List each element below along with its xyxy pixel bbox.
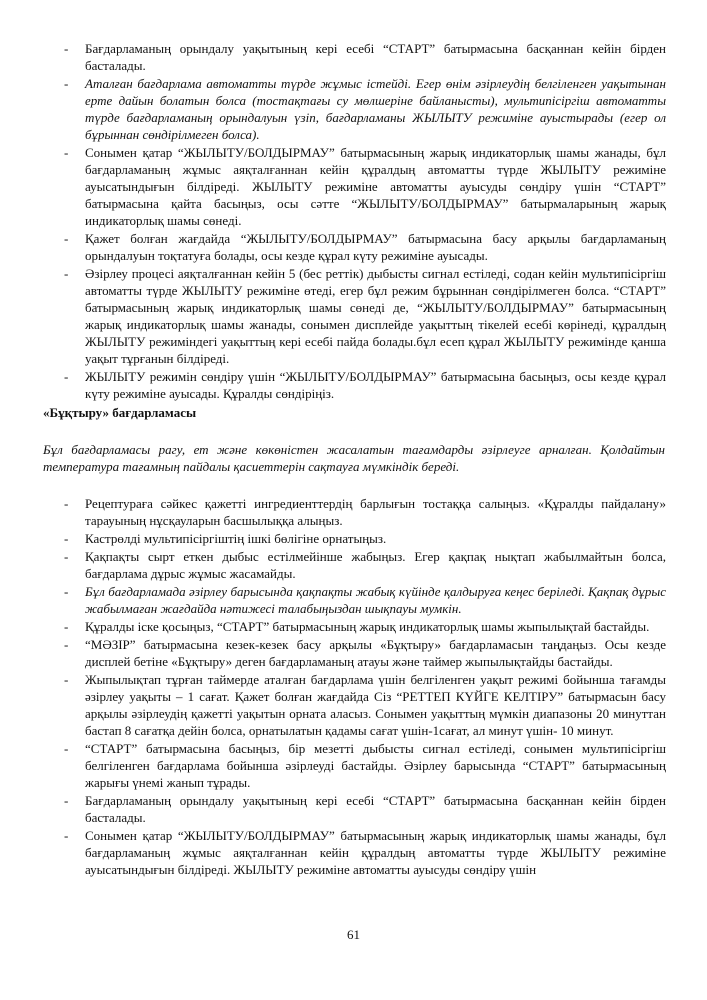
bullet-dash-icon: - (64, 145, 69, 160)
list-item (62, 583, 666, 617)
bullet-dash-icon: - (64, 41, 69, 56)
list-item-text: Аталған бағдарлама автоматты түрде жұмыс істейді. Егер өнім әзірлеудің белгіленген уақытынан ерте дайын болатын болса (тостақтағы су мөлшеріне байланысты), мультипісіргіш автоматты түрде бағдарламаның орындалуын үзіп, бағдарламаны ЖЫЛЫТУ режиміне ауыстырады (егер ол бұрыннан сөндірілмеген болса). (85, 76, 666, 142)
list-item-text: Қақпақты сырт еткен дыбыс естілмейінше жабыңыз. Егер қақпақ нықтап жабылмайтын болса, бағдарлама дұрыс жұмыс жасамайды. (85, 549, 666, 581)
list-item (62, 671, 666, 739)
bullet-dash-icon: - (64, 369, 69, 384)
list-item (62, 495, 666, 529)
list-item-text: Жыпылықтап тұрған таймерде аталған бағдарлама үшін белгіленген уақыт режимі бойынша тағамды әзірлеу уақыты – 1 сағат. Қажет болған жағдайда Сіз “РЕТТЕП КҮЙГЕ КЕЛТІРУ” батырмасын басу арқылы әзірлеудің қажетті уақытын орната аласыз. Сонымен уақыттың мүмкін диапазоны 20 минуттан бастап 8 сағатқа дейін болса, орнатылатын қадамы сағат үшін-1сағат, ал минут үшін- 10 минут. (85, 672, 666, 738)
list-item-text: Әзірлеу процесі аяқталғаннан кейін 5 (бес реттік) дыбысты сигнал естіледі, содан кейін мультипісіргіш автоматты түрде ЖЫЛЫТУ режиміне өтеді, егер бұл режим бұрыннан сөндірілмеген болса. “СТАРТ” батырмасының жарық индикаторлық шамы сөнеді де, “ЖЫЛЫТУ/БОЛДЫРМАУ” батырмасының жарық индикаторлық шамы жанады, сонымен дисплейде уақыттың тікелей есебі көрінеді, құралдың ЖЫЛЫТУ режиміндегі уақыттың кері есебі пайда болады.бұл есеп құрал ЖЫЛЫТУ режимінде қанша уақыт тұрғанын білдіреді. (85, 266, 666, 366)
bullet-dash-icon: - (64, 741, 69, 756)
bullet-dash-icon: - (64, 231, 69, 246)
list-item-text: Сонымен қатар “ЖЫЛЫТУ/БОЛДЫРМАУ” батырмасының жарық индикаторлық шамы жанады, бұл бағдарламаның жұмыс аяқталғаннан кейін құралдың автоматты түрде ЖЫЛЫТУ режиміне ауысатындығын білдіреді. ЖЫЛЫТУ режиміне автоматты ауысуды сөндіру үшін “СТАРТ” батырмасына қайта басыңыз, осы сәтте “ЖЫЛЫТУ/БОЛДЫРМАУ” батырмаларының жарық индикаторлық шамы сөнеді. (85, 145, 666, 228)
list-item (62, 792, 666, 826)
list-item-text: “СТАРТ” батырмасына басыңыз, бір мезетті дыбысты сигнал естіледі, сонымен мультипісіргіш белгіленген бағдарлама бойынша әзірлеуді бастайды. Әзірлеу барысында “СТАРТ” батырмасының жарығы үнемі жанып тұрады. (85, 741, 666, 790)
list-item (62, 548, 666, 582)
bullet-dash-icon: - (64, 584, 69, 599)
list-item-text: Сонымен қатар “ЖЫЛЫТУ/БОЛДЫРМАУ” батырмасының жарық индикаторлық шамы жанады, бұл бағдарламаның жұмыс аяқталғаннан кейін құралдың автоматты түрде ЖЫЛЫТУ режиміне ауысатындығын білдіреді. ЖЫЛЫТУ режиміне автоматты ауысуды сөндіру үшін (85, 828, 666, 877)
bullet-dash-icon: - (64, 828, 69, 843)
list-item (62, 636, 666, 670)
list-item (62, 827, 666, 878)
list-item (62, 740, 666, 791)
list-item (62, 530, 666, 547)
bullet-dash-icon: - (64, 496, 69, 511)
list-item (62, 40, 666, 74)
page-number: 61 (347, 927, 360, 942)
list-item-text: Бағдарламаның орындалу уақытының кері есебі “СТАРТ” батырмасына басқаннан кейін бірден басталады. (85, 41, 666, 73)
list-item-text: Құралды іске қосыңыз, “СТАРТ” батырмасының жарық индикаторлық шамы жыпылықтай бастайды. (85, 619, 650, 634)
list-item-text: Бағдарламаның орындалу уақытының кері есебі “СТАРТ” батырмасына басқаннан кейін бірден басталады. (85, 793, 666, 825)
bullet-dash-icon: - (64, 619, 69, 634)
list-item (62, 368, 666, 402)
list-item-text: Қажет болған жағдайда “ЖЫЛЫТУ/БОЛДЫРМАУ” батырмасына басу арқылы бағдарламаның орындалуын тоқтатуға болады, осы кезде құрал күту режиміне ауысады. (85, 231, 666, 263)
bullet-dash-icon: - (64, 672, 69, 687)
list-item (62, 75, 666, 143)
bullet-dash-icon: - (64, 266, 69, 281)
bullet-dash-icon: - (64, 637, 69, 652)
list-item (62, 230, 666, 264)
list-item-text: “МӘЗІР” батырмасына кезек-кезек басу арқылы «Бұқтыру» бағдарламасын таңдаңыз. Осы кезде дисплей бетіне «Бұқтыру» деген бағдарламаның атауы және таймер жыпылықтайды бастайды. (85, 637, 666, 669)
bullet-dash-icon: - (64, 76, 69, 91)
list-item-text: Рецептураға сәйкес қажетті ингредиенттердің барлығын тостаққа салыңыз. «Құралды пайдалану» тарауының нұсқауларын басшылыққа алыңыз. (85, 496, 666, 528)
section-heading: «Бұқтыру» бағдарламасы (43, 405, 197, 420)
instruction-list-top (62, 40, 666, 403)
list-item-text: ЖЫЛЫТУ режимін сөндіру үшін “ЖЫЛЫТУ/БОЛДЫРМАУ” батырмасына басыңыз, осы кезде құрал күту режиміне ауысады. Құралды сөндіріңіз. (85, 369, 666, 401)
list-item (62, 618, 666, 635)
bullet-dash-icon: - (64, 793, 69, 808)
list-item (62, 144, 666, 229)
bullet-dash-icon: - (64, 549, 69, 564)
bullet-dash-icon: - (64, 531, 69, 546)
list-item-text: Кастрөлді мультипісіргіштің ішкі бөлігіне орнатыңыз. (85, 531, 387, 546)
list-item-text: Бұл бағдарламада әзірлеу барысында қақпақты жабық күйінде қалдыруға кеңес беріледі. Қақпақ дұрыс жабылмаған жағдайда нәтижесі талабыңыздан шықпауы мумкін. (85, 584, 666, 616)
list-item (62, 265, 666, 367)
section-intro: Бұл бағдарламасы рагу, ет және көкөністен жасалатын тағамдарды әзірлеуге арналған. Қолдайтын температура тағамның пайдалы қасиеттерін сақтауға мүмкіндік береді. (43, 442, 665, 474)
instruction-list-stew (62, 495, 666, 879)
